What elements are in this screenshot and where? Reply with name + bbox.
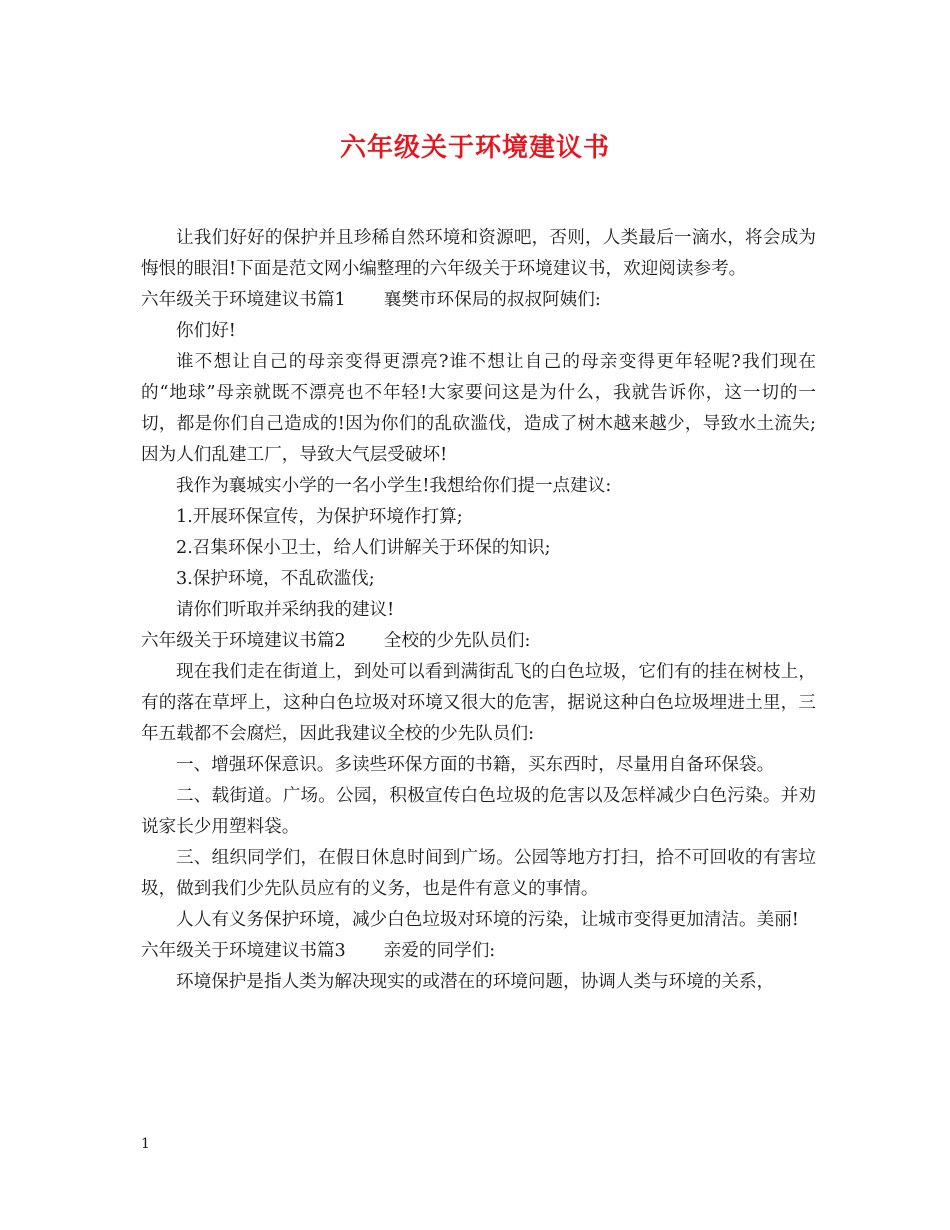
section-title-2: 六年级关于环境建议书篇2	[141, 631, 346, 651]
section1-paragraph-1: 谁不想让自己的母亲变得更漂亮?谁不想让自己的母亲变得更年轻呢?我们现在的“地球”母亲就既不漂亮也不年轻!大家要问这是为什么，我就告诉你，这一切的一切，都是你们自己造成的!因为你们的乱砍滥伐，造成了树木越来越少，导致水土流失;因为人们乱建工厂，导致大气层受破坏!	[141, 352, 816, 465]
section-title-3: 六年级关于环境建议书篇3	[141, 941, 346, 961]
section2-paragraph-3: 二、载街道。广场。公园，积极宣传白色垃圾的危害以及怎样减少白色污染。并劝说家长少用塑料袋。	[141, 786, 816, 837]
section1-paragraph-2: 我作为襄城实小学的一名小学生!我想给你们提一点建议:	[176, 476, 612, 496]
section-addressee-2: 全校的少先队员们:	[383, 631, 531, 651]
section1-closing: 请你们听取并采纳我的建议!	[176, 600, 395, 620]
document-title: 六年级关于环境建议书	[339, 133, 610, 163]
section-addressee-3: 亲爱的同学们:	[383, 941, 496, 961]
suggestion-item-2: 2.召集环保小卫士，给人们讲解关于环保的知识;	[176, 538, 551, 558]
suggestion-item-3: 3.保护环境，不乱砍滥伐;	[176, 569, 375, 589]
section2-paragraph-5: 人人有义务保护环境，减少白色垃圾对环境的污染，让城市变得更加清洁。美丽!	[176, 910, 799, 930]
section-title-1: 六年级关于环境建议书篇1	[141, 290, 346, 310]
intro-paragraph: 让我们好好的保护并且珍稀自然环境和资源吧，否则，人类最后一滴水，将会成为悔恨的眼泪!下面是范文网小编整理的六年级关于环境建议书，欢迎阅读参考。	[141, 228, 816, 279]
section-heading-3	[141, 936, 816, 967]
section2-paragraph-1: 现在我们走在街道上，到处可以看到满街乱飞的白色垃圾，它们有的挂在树枝上，有的落在草坪上，这种白色垃圾对环境又很大的危害，据说这种白色垃圾埋进土里，三年五载都不会腐烂，因此我建议全校的少先队员们:	[141, 662, 816, 744]
section2-paragraph-2: 一、增强环保意识。多读些环保方面的书籍，买东西时，尽量用自备环保袋。	[176, 755, 775, 775]
suggestion-item-1: 1.开展环保宣传，为保护环境作打算;	[176, 507, 463, 527]
section2-paragraph-4: 三、组织同学们，在假日休息时间到广场。公园等地方打扫，拾不可回收的有害垃圾，做到我们少先队员应有的义务，也是件有意义的事情。	[141, 848, 816, 899]
greeting-paragraph: 你们好!	[176, 321, 236, 341]
section-heading-1	[141, 285, 816, 316]
section3-paragraph-1: 环境保护是指人类为解决现实的或潜在的环境问题，协调人类与环境的关系，	[176, 972, 775, 992]
section-addressee-1: 襄樊市环保局的叔叔阿姨们:	[383, 290, 601, 310]
page-number: 1	[141, 1136, 150, 1152]
document-body	[141, 223, 816, 998]
section-heading-2	[141, 626, 816, 657]
